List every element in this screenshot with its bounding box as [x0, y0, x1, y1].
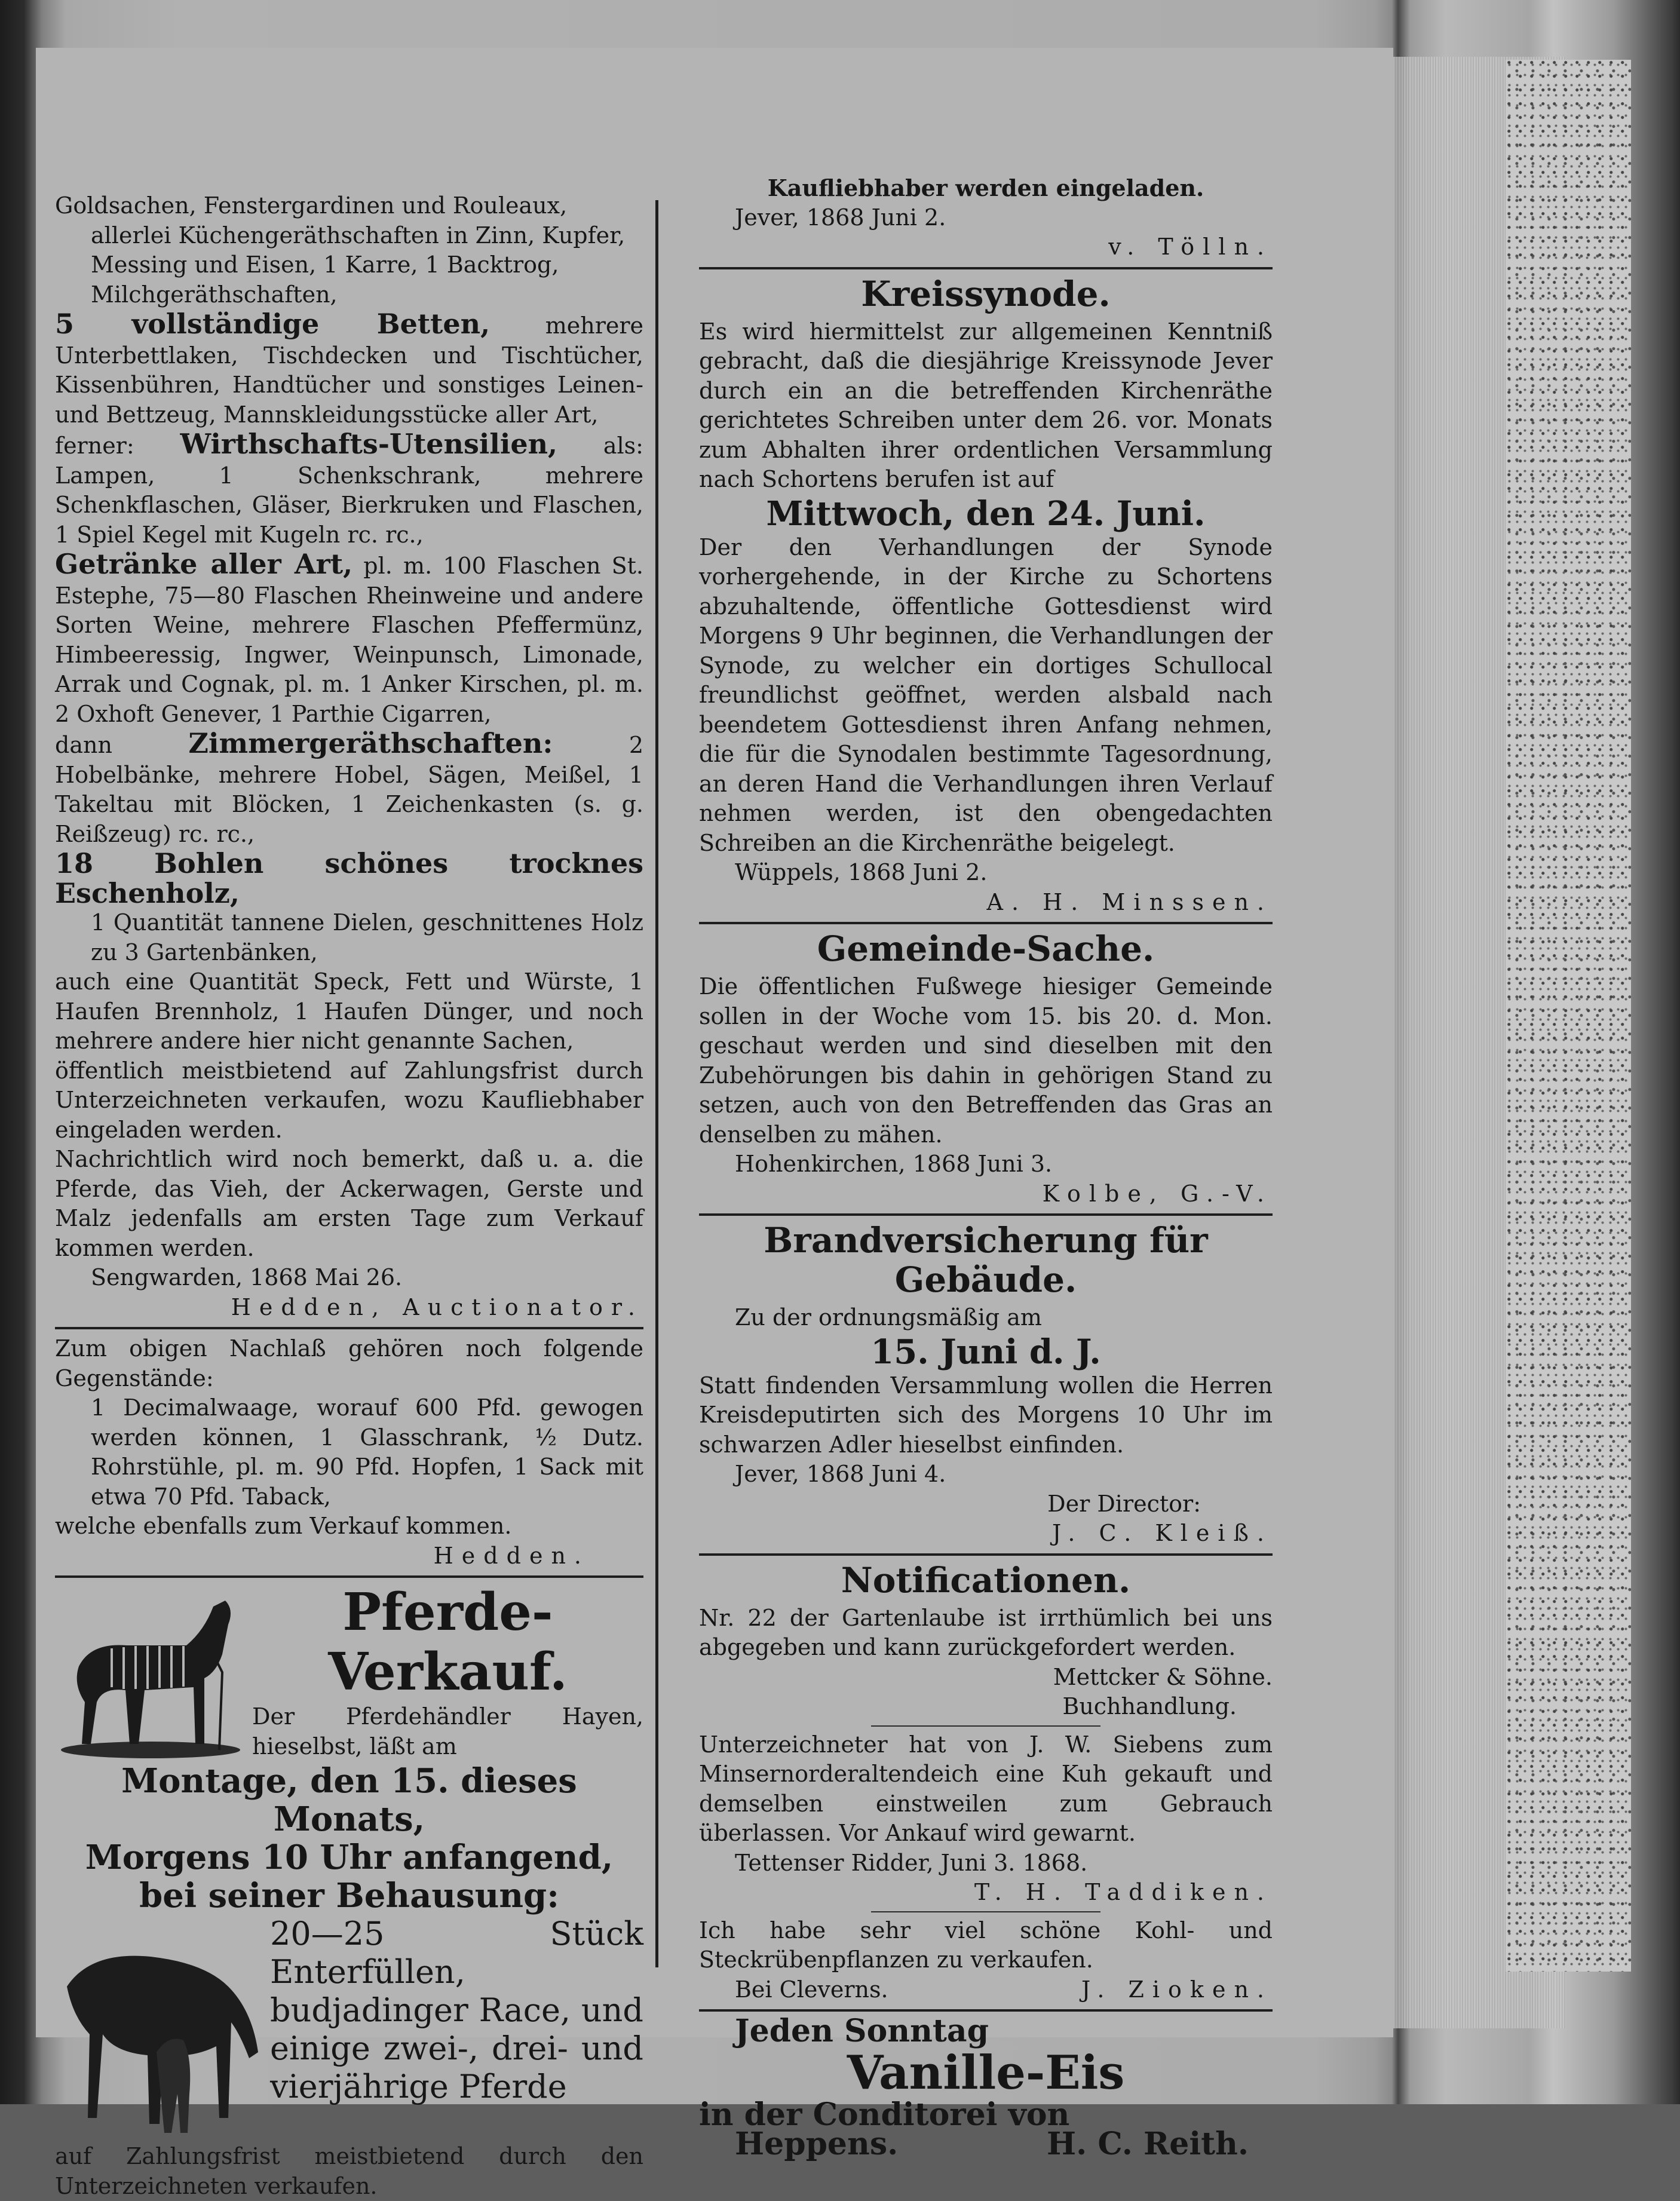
inventory-list	[55, 191, 643, 309]
kreissynode-text-1: Es wird hiermittelst zur allgemeinen Kenntniß gebracht, daß die diesjährige Kreissynode Jever durch ein an die betreffenden Kirchenräthe gerichtetes Schreiben unter dem 26. vor. Monats zum Abhalten ihrer ordentlichen Versammlung nach Schortens berufen ist auf	[699, 318, 1273, 492]
getraenke-text: pl. m. 100 Flaschen St. Estephe, 75—80 Flaschen Rheinweine und andere Sorten Weine, mehrere Flaschen Pfeffermünz, Himbeeressig, Ingwer, Weinpunsch, Limonade, Arrak und Cognak, pl. m. 1 Anker Kirschen, pl. m. 2 Oxhoft Genever, 1 Parthie Cigarren,	[55, 553, 643, 727]
notificationen-signature-3: J. Zioken.	[1081, 1976, 1273, 2003]
section-rule	[699, 2009, 1273, 2012]
verkauf-text: öffentlich meistbietend auf Zahlungsfrist durch Unterzeichneten verkaufen, wozu Kaufliebhaber eingeladen werden.	[55, 1057, 643, 1143]
left-column	[55, 191, 643, 2201]
brand-ort: Jever, 1868 Juni 4.	[735, 1461, 946, 1487]
brand-signature: J. C. Kleiß.	[1052, 1520, 1273, 1546]
gemeinde-ort: Hohenkirchen, 1868 Juni 3.	[735, 1151, 1053, 1177]
betten-heading: 5 vollständige Betten,	[55, 308, 490, 340]
book-edge-speckle	[1506, 60, 1631, 1972]
gemeinde-text: Die öffentlichen Fußwege hiesiger Gemeinde sollen in der Woche vom 15. bis 20. d. Mon. geschaut werden und sind dieselben mit den Zubehörungen bis dahin in gehörigen Stand zu setzen, auch von den Betreffenden das Gras an denselben zu mähen.	[699, 973, 1273, 1148]
notificationen-ort-2: Tettenser Ridder, Juni 3. 1868.	[735, 1849, 1088, 1876]
nachlass-intro: Zum obigen Nachlaß gehören noch folgende Gegenstände:	[55, 1335, 643, 1391]
pferde-angebot: 20—25 Stück Enterfüllen, budjadinger Race, und einige zwei-, drei- und vierjährige Pferde	[270, 1915, 643, 2105]
inventory-line: Goldsachen, Fenstergardinen und Rouleaux,	[55, 192, 568, 219]
nachlass-signature: Hedden.	[433, 1542, 590, 1569]
pferde-datum-1: Montage, den 15. dieses Monats,	[121, 1761, 577, 1839]
right-column	[699, 173, 1273, 2162]
section-rule	[699, 1213, 1273, 1216]
column-divider	[655, 200, 658, 1967]
speck-entry: auch eine Quantität Speck, Fett und Würste, 1 Haufen Brennholz, 1 Haufen Dünger, und noch mehrere andere hier nicht genannte Sachen,	[55, 968, 643, 1054]
pferde-header	[55, 1583, 643, 1762]
brand-text: Statt findenden Versammlung wollen die Herren Kreisdeputirten sich des Morgens 10 Uhr im schwarzen Adler hieselbst einfinden.	[699, 1372, 1273, 1458]
eis-ort: Heppens.	[735, 2126, 899, 2162]
notificationen-footer-3	[699, 1975, 1273, 2005]
brand-datum: 15. Juni d. J.	[870, 1332, 1101, 1372]
nachlass-items: 1 Decimalwaage, worauf 600 Pfd. gewogen werden können, 1 Glasschrank, ½ Dutz. Rohrstühle, pl. m. 90 Pfd. Hopfen, 1 Sack mit etwa 70 Pfd. Taback,	[91, 1394, 643, 1510]
betten-text: mehrere Unterbettlaken, Tischdecken und Tischtücher, Kissenbühren, Handtücher und sonstiges Leinen- und Bettzeug, Mannskleidungsstücke aller Art,	[55, 312, 643, 428]
section-rule	[699, 267, 1273, 269]
auctionator-signature: Hedden, Auctionator.	[231, 1293, 643, 1320]
pferde-schluss: auf Zahlungsfrist meistbietend durch den Unterzeichneten verkaufen.	[55, 2143, 643, 2199]
pferde-title-2: Verkauf.	[328, 1642, 568, 1702]
getraenke-heading: Getränke aller Art,	[55, 548, 353, 580]
top-line: Kaufliebhaber werden eingeladen.	[767, 174, 1204, 201]
eis-title: Vanille-Eis	[847, 2045, 1125, 2100]
notificationen-signature-1a: Mettcker & Söhne.	[1053, 1663, 1273, 1690]
nachricht-text: Nachrichtlich wird noch bemerkt, daß u. a. die Pferde, das Vieh, der Ackerwagen, Gerste und Malz jedenfalls am ersten Tage zum Verkauf kommen werden.	[55, 1146, 643, 1261]
gemeinde-title: Gemeinde-Sache.	[817, 928, 1155, 969]
brand-line-1: Zu der ordnungsmäßig am	[735, 1304, 1042, 1331]
kreissynode-title: Kreissynode.	[861, 273, 1111, 314]
betten-entry	[55, 309, 643, 430]
wirthschaft-prefix: ferner:	[55, 433, 134, 459]
brand-title: Brandversicherung für Gebäude.	[764, 1220, 1208, 1300]
horse-standing-icon	[55, 1583, 252, 1762]
horses-grazing-icon	[55, 1915, 270, 2142]
pferde-title-1: Pferde-	[342, 1582, 553, 1642]
bohlen-text: 1 Quantität tannene Dielen, geschnittenes Holz zu 3 Gartenbänken,	[91, 909, 643, 965]
wirthschaft-text: als: Lampen, 1 Schenkschrank, mehrere Schenkflaschen, Gläser, Bierkruken und Flaschen, 1 Spiel Kegel mit Kugeln rc. rc.,	[55, 433, 643, 548]
notificationen-signature-2: T. H. Taddiken.	[974, 1879, 1273, 1905]
short-rule	[871, 1911, 1100, 1912]
section-rule	[55, 1575, 643, 1578]
ort-datum: Sengwarden, 1868 Mai 26.	[91, 1264, 403, 1290]
top-signature: v. Tölln.	[1108, 234, 1273, 260]
pferde-angebot-row	[55, 1915, 643, 2142]
kreissynode-signature: A. H. Minssen.	[986, 888, 1273, 915]
bohlen-heading: 18 Bohlen schönes trocknes Eschenholz,	[55, 847, 643, 909]
kreissynode-ort: Wüppels, 1868 Juni 2.	[735, 859, 988, 885]
zimmer-heading: Zimmergeräthschaften:	[188, 727, 553, 759]
pferde-title-block	[252, 1583, 643, 1761]
pferde-intro: Der Pferdehändler Hayen, hieselbst, läßt am	[252, 1703, 643, 1759]
kreissynode-datum: Mittwoch, den 24. Juni.	[766, 493, 1206, 534]
notificationen-signature-1b: Buchhandlung.	[1062, 1693, 1237, 1719]
eis-footer	[699, 2126, 1273, 2162]
zimmer-text: 2 Hobelbänke, mehrere Hobel, Sägen, Meißel, 1 Takeltau mit Blöcken, 1 Zeichenkasten (s. g. Reißzeug) rc. rc.,	[55, 732, 643, 847]
pferde-datum-3: bei seiner Behausung:	[139, 1876, 559, 1915]
nachlass-end: welche ebenfalls zum Verkauf kommen.	[55, 1513, 512, 1539]
eis-line-2: in der Conditorei von	[699, 2096, 1070, 2133]
inventory-line: Messing und Eisen, 1 Karre, 1 Backtrog,	[91, 252, 559, 278]
notificationen-text-1: Nr. 22 der Gartenlaube ist irrthümlich bei uns abgegeben und kann zurückgefordert werden.	[699, 1604, 1273, 1660]
notificationen-ort-3: Bei Cleverns.	[735, 1976, 888, 2003]
wirthschaft-entry	[55, 430, 643, 550]
gemeinde-signature: Kolbe, G.-V.	[1042, 1180, 1273, 1207]
kreissynode-text-2: Der den Verhandlungen der Synode vorhergehende, in der Kirche zu Schortens abzuhaltende, öffentliche Gottesdienst wird Morgens 9 Uhr beginnen, die Verhandlungen der Synode, zu welcher ein dortiges Schullocal freundlichst geöffnet, werden alsbald nach beendetem Gottesdienst ihren Anfang nehmen, die für die Synodalen bestimmte Tagesordnung, an deren Hand die Verhandlungen ihren Verlauf nehmen werden, ist den obengedachten Schreiben an die Kirchenräthe beigelegt.	[699, 534, 1273, 856]
wirthschaft-heading: Wirthschafts-Utensilien,	[180, 428, 558, 460]
notificationen-text-2: Unterzeichneter hat von J. W. Siebens zum Minsernorderaltendeich eine Kuh gekauft und demselben einstweilen zum Gebrauch überlassen. Vor Ankauf wird gewarnt.	[699, 1731, 1273, 1846]
getraenke-entry	[55, 550, 643, 729]
section-rule	[55, 1327, 643, 1329]
zimmer-prefix: dann	[55, 732, 112, 758]
short-rule	[871, 1725, 1100, 1727]
brand-signature-title: Der Director:	[1047, 1490, 1201, 1517]
eis-line-1: Jeden Sonntag	[735, 2013, 989, 2049]
inventory-line: Milchgeräthschaften,	[91, 281, 338, 308]
inventory-line: allerlei Küchengeräthschaften in Zinn, Kupfer,	[91, 222, 626, 249]
top-ort: Jever, 1868 Juni 2.	[735, 204, 946, 231]
notificationen-title: Notificationen.	[841, 1559, 1131, 1601]
section-rule	[699, 1553, 1273, 1556]
notificationen-text-3: Ich habe sehr viel schöne Kohl- und Steckrübenpflanzen zu verkaufen.	[699, 1917, 1273, 1973]
pferde-datum-2: Morgens 10 Uhr anfangend,	[85, 1838, 614, 1877]
bohlen-entry	[55, 849, 643, 967]
zimmer-entry	[55, 729, 643, 849]
eis-signature: H. C. Reith.	[1047, 2126, 1249, 2162]
section-rule	[699, 922, 1273, 924]
